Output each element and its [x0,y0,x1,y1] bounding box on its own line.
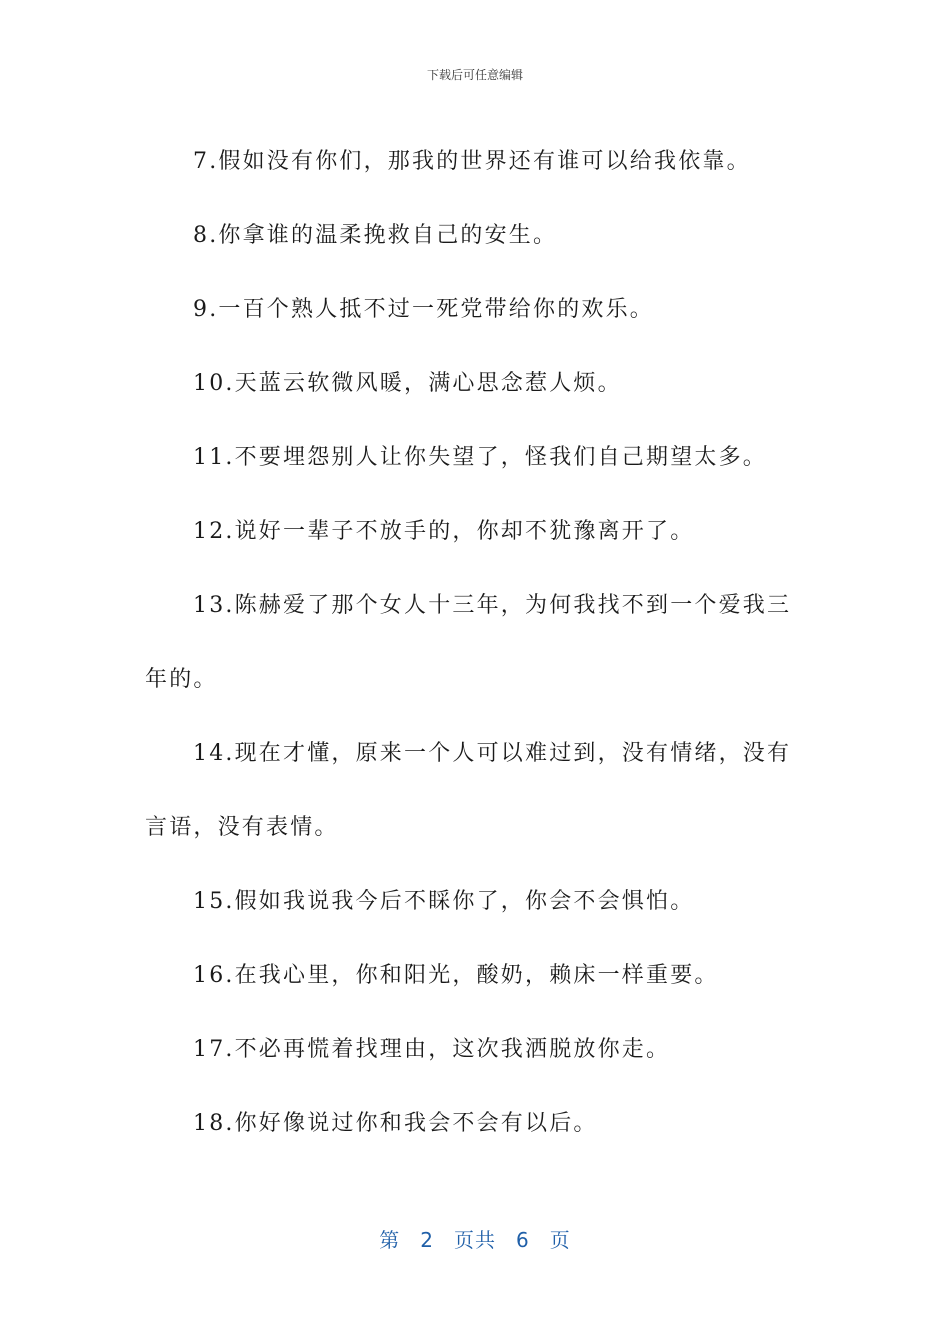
paragraph-15: 15.假如我说我今后不睬你了，你会不会惧怕。 [193,889,695,914]
page-footer [0,1224,950,1253]
paragraph-12: 12.说好一辈子不放手的，你却不犹豫离开了。 [193,519,695,544]
page-header: 下载后可任意编辑 [426,68,523,82]
paragraph-18: 18.你好像说过你和我会不会有以后。 [193,1111,598,1136]
footer-suffix: 页 [549,1228,571,1252]
paragraph-11: 11.不要埋怨别人让你失望了，怪我们自己期望太多。 [193,445,767,470]
footer-middle: 页共 [454,1228,496,1252]
document-body [145,125,805,1161]
paragraph-17: 17.不必再慌着找理由，这次我洒脱放你走。 [193,1037,671,1062]
paragraph-9: 9.一百个熟人抵不过一死党带给你的欢乐。 [193,297,654,322]
paragraph-8: 8.你拿谁的温柔挽救自己的安生。 [193,223,558,248]
paragraph-7: 7.假如没有你们，那我的世界还有谁可以给我依靠。 [193,149,751,174]
footer-prefix: 第 [379,1228,401,1252]
paragraph-14: 14.现在才懂，原来一个人可以难过到，没有情绪，没有言语，没有表情。 [145,741,792,840]
current-page-number: 2 [420,1228,434,1252]
paragraph-10: 10.天蓝云软微风暖，满心思念惹人烦。 [193,371,622,396]
paragraph-13: 13.陈赫爱了那个女人十三年，为何我找不到一个爱我三年的。 [145,593,792,692]
paragraph-16: 16.在我心里，你和阳光，酸奶，赖床一样重要。 [193,963,719,988]
total-pages-number: 6 [516,1228,530,1252]
